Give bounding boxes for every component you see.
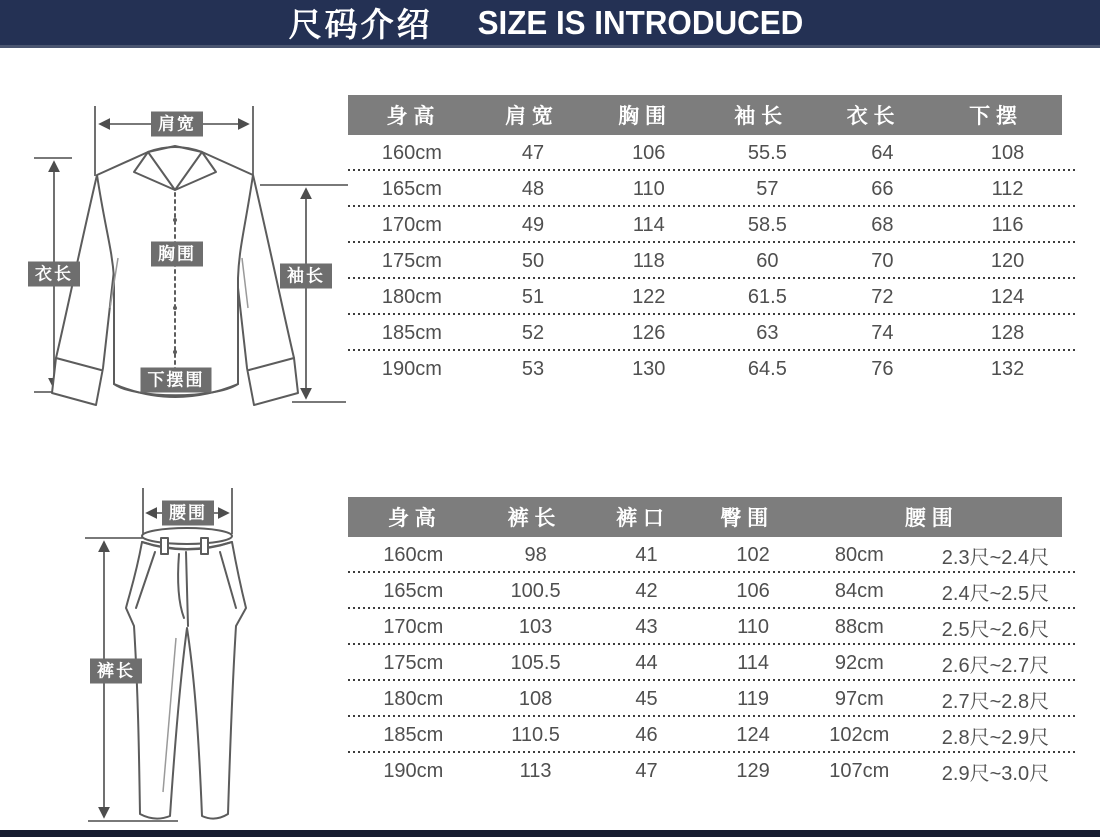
table-cell: 130: [632, 357, 666, 380]
pants-table-header-row: [348, 497, 1062, 537]
table-cell: 185cm: [383, 723, 444, 746]
table-row: [348, 279, 1078, 315]
table-cell: 180cm: [383, 687, 444, 710]
table-cell: 44: [635, 651, 658, 674]
table-cell: 124: [990, 285, 1025, 308]
table-row: [348, 645, 1078, 681]
column-header: 身 高: [387, 507, 436, 530]
table-row: [348, 717, 1078, 753]
table-cell: 52: [521, 321, 545, 344]
table-cell: 126: [632, 321, 666, 344]
table-cell: 70: [871, 249, 894, 272]
table-cell: 98: [524, 543, 547, 566]
table-cell: 2.8尺~2.9尺: [941, 726, 1050, 749]
table-cell: 64: [871, 141, 894, 164]
table-cell: 92cm: [834, 651, 884, 674]
table-cell: 51: [521, 285, 545, 308]
table-cell: 66: [871, 177, 894, 200]
column-header: 身 高: [386, 105, 435, 128]
column-header: 腰 围: [904, 507, 953, 530]
waist-label: 腰围: [162, 501, 214, 526]
hem-label: 下摆围: [141, 368, 212, 393]
table-cell: 49: [521, 213, 545, 236]
table-cell: 53: [521, 357, 545, 380]
table-cell: 80cm: [834, 543, 884, 566]
title-banner: [0, 0, 1100, 48]
column-header: 臀 围: [720, 507, 769, 530]
column-header: 肩 宽: [505, 105, 553, 128]
table-cell: 185cm: [381, 321, 442, 344]
table-cell: 84cm: [834, 579, 884, 602]
shirt-size-table: [348, 95, 1078, 387]
table-row: [348, 315, 1078, 351]
table-cell: 2.7尺~2.8尺: [941, 690, 1050, 713]
table-cell: 132: [990, 357, 1025, 380]
table-cell: 2.9尺~3.0尺: [941, 762, 1050, 785]
table-cell: 175cm: [383, 651, 444, 674]
pants-outline: [126, 528, 246, 819]
pants-line-art: [60, 480, 360, 830]
table-cell: 88cm: [834, 615, 884, 638]
column-header: 衣 长: [846, 105, 895, 128]
table-cell: 118: [632, 249, 665, 272]
table-cell: 120: [990, 249, 1025, 272]
table-cell: 45: [635, 687, 658, 710]
table-row: [348, 243, 1078, 279]
table-cell: 63: [756, 321, 779, 344]
table-cell: 190cm: [381, 357, 442, 380]
table-cell: 106: [736, 579, 770, 602]
shoulder-width-label: 肩宽: [151, 112, 203, 137]
table-cell: 114: [632, 213, 665, 236]
table-cell: 165cm: [383, 579, 444, 602]
table-cell: 113: [519, 759, 552, 782]
table-row: [348, 609, 1078, 645]
shirt-table-header-row: [348, 95, 1062, 135]
table-cell: 108: [518, 687, 553, 710]
table-cell: 47: [521, 141, 545, 164]
table-cell: 160cm: [381, 141, 442, 164]
column-header: 胸 围: [618, 105, 667, 128]
table-cell: 129: [736, 759, 770, 782]
table-cell: 122: [632, 285, 666, 308]
table-cell: 160cm: [383, 543, 444, 566]
table-row: [348, 753, 1078, 789]
column-header: 下 摆: [969, 105, 1017, 128]
table-cell: 2.4尺~2.5尺: [941, 582, 1050, 605]
table-cell: 102cm: [829, 723, 890, 746]
shirt-measurement-diagram: [10, 58, 350, 463]
table-row: [348, 573, 1078, 609]
table-cell: 64.5: [747, 357, 787, 380]
table-cell: 180cm: [381, 285, 442, 308]
table-cell: 114: [737, 651, 770, 674]
page-title-english: SIZE IS INTRODUCED: [477, 3, 803, 41]
table-row: [348, 681, 1078, 717]
table-cell: 97cm: [834, 687, 884, 710]
column-header: 袖 长: [734, 105, 783, 128]
table-cell: 110: [632, 177, 665, 200]
table-cell: 170cm: [383, 615, 444, 638]
table-cell: 105.5: [510, 651, 561, 674]
table-cell: 175cm: [381, 249, 442, 272]
table-row: [348, 537, 1078, 573]
table-cell: 68: [871, 213, 894, 236]
table-cell: 107cm: [829, 759, 890, 782]
table-row: [348, 207, 1078, 243]
table-cell: 119: [737, 687, 770, 710]
table-cell: 128: [990, 321, 1025, 344]
table-row: [348, 171, 1078, 207]
table-cell: 57: [756, 177, 779, 200]
table-cell: 74: [871, 321, 894, 344]
column-header: 裤 口: [616, 507, 664, 530]
table-cell: 46: [635, 723, 658, 746]
table-cell: 190cm: [383, 759, 444, 782]
page-title-chinese: 尺码介绍: [288, 6, 433, 43]
table-cell: 48: [521, 177, 545, 200]
table-cell: 102: [736, 543, 770, 566]
table-cell: 42: [635, 579, 658, 602]
table-cell: 112: [991, 177, 1024, 200]
table-cell: 50: [521, 249, 545, 272]
table-cell: 116: [991, 213, 1024, 236]
table-cell: 61.5: [747, 285, 787, 308]
table-cell: 41: [635, 543, 658, 566]
pants-measurement-diagram: [60, 480, 360, 830]
table-cell: 124: [736, 723, 770, 746]
table-cell: 100.5: [510, 579, 561, 602]
chest-label: 胸围: [151, 242, 203, 267]
pants-length-label: 裤长: [90, 659, 142, 684]
table-cell: 2.3尺~2.4尺: [941, 546, 1050, 569]
table-cell: 72: [871, 285, 894, 308]
table-cell: 165cm: [381, 177, 442, 200]
table-cell: 170cm: [381, 213, 442, 236]
sleeve-length-label: 袖长: [280, 264, 332, 289]
table-cell: 43: [635, 615, 658, 638]
table-cell: 2.5尺~2.6尺: [941, 618, 1050, 641]
table-cell: 110.5: [511, 723, 560, 746]
table-row: [348, 135, 1078, 171]
garment-length-label: 衣长: [28, 262, 80, 287]
table-cell: 108: [990, 141, 1025, 164]
bottom-divider-bar: [0, 830, 1100, 837]
column-header: 裤 长: [507, 507, 556, 530]
table-cell: 110: [737, 615, 770, 638]
table-cell: 76: [871, 357, 894, 380]
table-cell: 2.6尺~2.7尺: [941, 654, 1050, 677]
pants-size-table: [348, 497, 1078, 789]
table-cell: 47: [635, 759, 658, 782]
table-cell: 60: [756, 249, 779, 272]
table-cell: 58.5: [747, 213, 787, 236]
table-cell: 103: [518, 615, 553, 638]
table-cell: 106: [632, 141, 666, 164]
pants-table-body: [348, 537, 1078, 789]
table-row: [348, 351, 1078, 387]
shirt-table-body: [348, 135, 1078, 387]
table-cell: 55.5: [747, 141, 787, 164]
